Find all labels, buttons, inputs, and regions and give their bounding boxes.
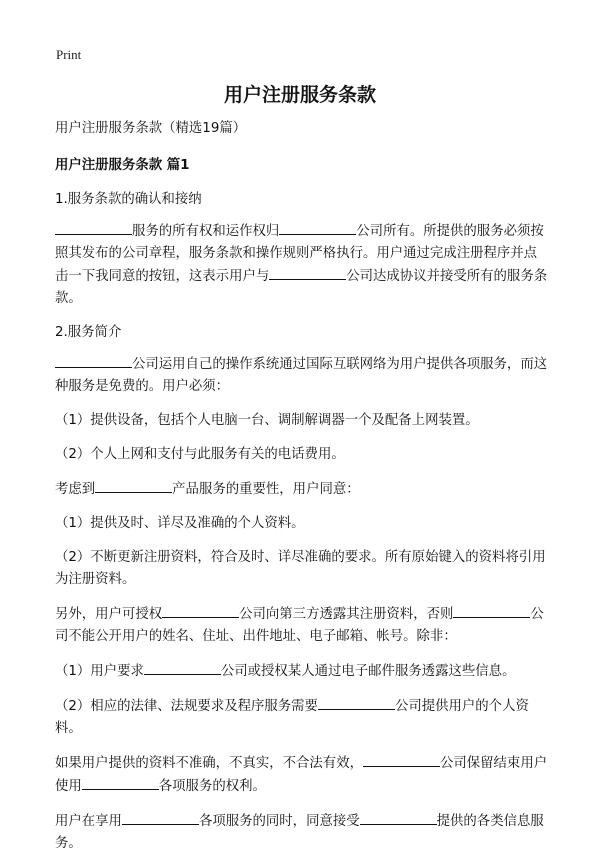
list-item: （2）个人上网和支付与此服务有关的电话费用。	[55, 447, 345, 462]
list-item: （1）提供及时、详尽及准确的个人资料。	[55, 516, 305, 531]
paragraph-text: 公司提供用户的个人资料。	[55, 699, 529, 736]
print-link[interactable]: Print	[56, 47, 82, 62]
list-item: （1）提供设备，包括个人电脑一台、调制解调器一个及配备上网装置。	[55, 413, 479, 428]
blank-line	[279, 220, 356, 235]
document-subtitle: 用户注册服务条款（精选19篇）	[55, 121, 247, 136]
article-heading: 用户注册服务条款 篇1	[55, 158, 190, 173]
paragraph-text: 服务的所有权和运作权归	[132, 224, 280, 239]
paragraph-text: 如果用户提供的资料不准确，不真实，不合法有效，	[55, 756, 363, 771]
paragraph-5	[55, 752, 550, 798]
blank-line	[162, 603, 239, 618]
paragraph-text: 公司所有。所提供的服务必须按照其发布的公司章程，服务条款和操作规则严格执行。用户通过完成注册程序并点击一下我同意的按钮，这表示用户与	[55, 224, 544, 284]
paragraph-3	[55, 478, 550, 501]
paragraph-text: 另外，用户可授权	[55, 607, 163, 622]
paragraph-text: 考虑到	[55, 482, 96, 497]
paragraph-text: 公司保留结束用户使用	[55, 756, 548, 794]
blank-line	[55, 353, 132, 368]
blank-line	[269, 265, 346, 280]
paragraph-1	[55, 220, 550, 310]
list-item: （2）不断更新注册资料，符合及时、详尽准确的要求。所有原始键入的资料将引用为注册资料。	[55, 550, 546, 587]
paragraph-text: （2）相应的法律、法规要求及程序服务需要	[55, 699, 318, 714]
paragraph-text: 产品服务的重要性，用户同意：	[172, 482, 360, 497]
paragraph-text: 用户在享用	[55, 814, 122, 829]
section-title-1: 1.服务条款的确认和接纳	[55, 192, 202, 207]
blank-line	[318, 695, 395, 710]
paragraph-text: 公司向第三方透露其注册资料，否则	[239, 607, 454, 622]
paragraph-text: 公司不能公开用户的姓名、住址、出件地址、电子邮箱、帐号。除非：	[55, 607, 544, 644]
page-title: 用户注册服务条款	[223, 84, 376, 106]
blank-line	[55, 220, 132, 235]
paragraph-text: 各项服务的同时，同意接受	[198, 814, 360, 829]
paragraph-text: 提供的各类信息服务。	[55, 814, 544, 851]
paragraph-text: （1）用户要求	[55, 664, 144, 679]
blank-line	[122, 810, 199, 825]
blank-line	[363, 752, 440, 767]
list-item	[55, 695, 550, 740]
paragraph-text: 公司或授权某人通过电子邮件服务透露这些信息。	[220, 664, 516, 679]
paragraph-text: 公司达成协议并接受所有的服务条款。	[55, 269, 548, 306]
blank-line	[95, 478, 172, 493]
paragraph-6	[55, 810, 550, 855]
paragraph-text: 各项服务的权利。	[158, 779, 266, 794]
document-body	[55, 118, 550, 867]
paragraph-text: 公司运用自己的操作系统通过国际互联网络为用户提供各项服务，而这种服务是免费的。用户必须：	[55, 357, 548, 394]
paragraph-4	[55, 603, 550, 648]
blank-line	[82, 775, 159, 790]
blank-line	[360, 810, 437, 825]
blank-line	[144, 660, 221, 675]
blank-line	[453, 603, 530, 618]
paragraph-2	[55, 353, 550, 398]
section-title-2: 2.服务简介	[55, 325, 122, 340]
list-item	[55, 660, 550, 683]
